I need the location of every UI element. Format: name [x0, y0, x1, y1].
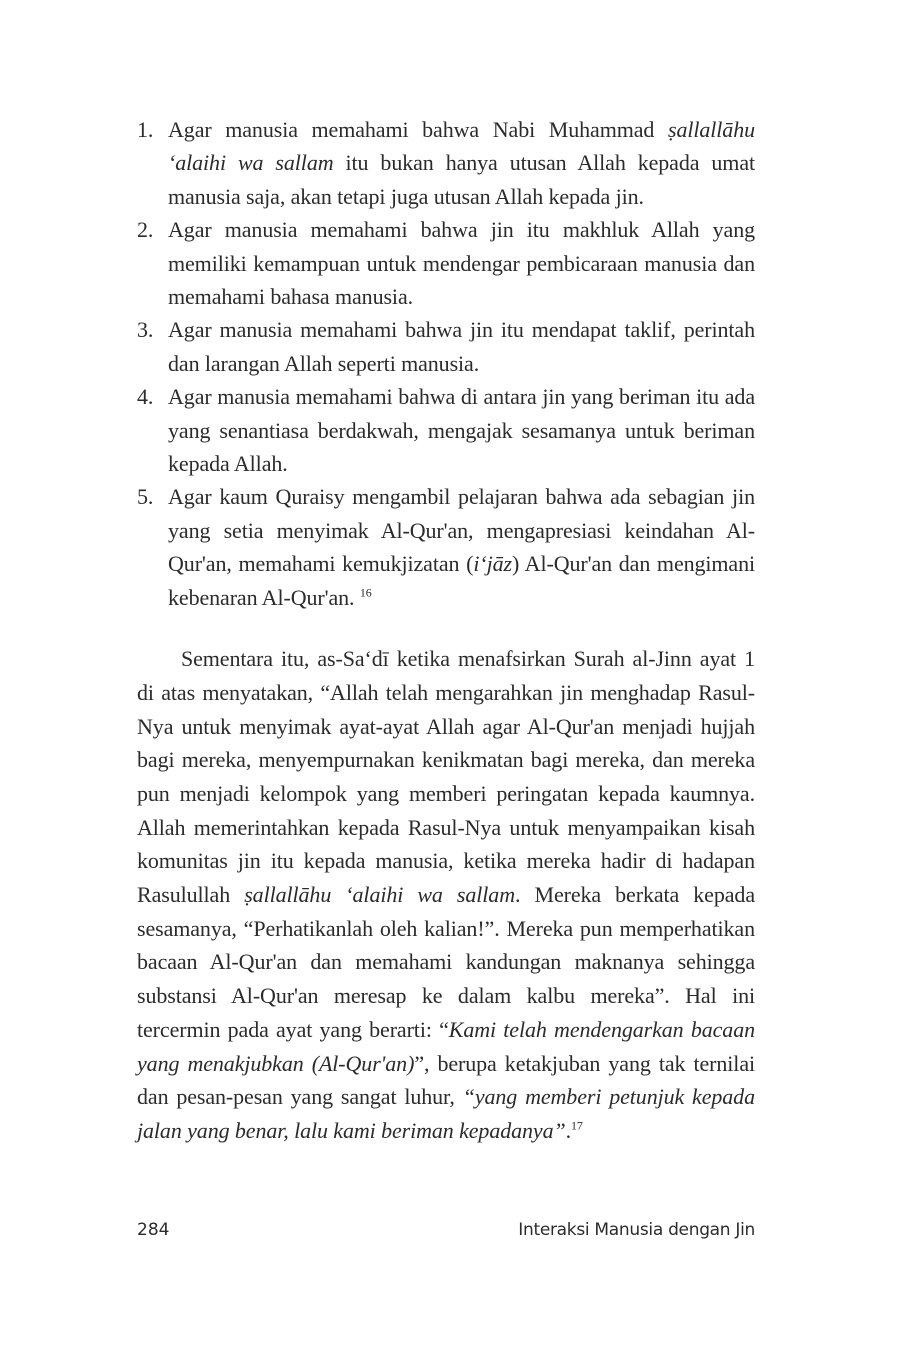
- footnote-marker: 16: [359, 585, 372, 600]
- list-item: [137, 380, 755, 480]
- page-body: [137, 113, 755, 1148]
- list-number: 1.: [137, 117, 154, 142]
- page-footer: [137, 1220, 755, 1248]
- italic-term: i‘jāz: [473, 551, 512, 577]
- numbered-list: [137, 113, 755, 614]
- list-item: [137, 480, 755, 614]
- list-text: Agar manusia memahami bahwa jin itu makhluk Allah yang memiliki kemampuan untuk mendengar pembicaraan manusia dan memahami bahasa manusia.: [168, 217, 755, 310]
- footnote-marker: 17: [571, 1118, 583, 1133]
- list-number: 4.: [137, 384, 154, 410]
- list-item: [137, 113, 755, 213]
- list-text: Agar manusia memahami bahwa di antara jin yang beriman itu ada yang senantiasa berdakwah, mengajak sesamanya untuk beriman kepada Allah.: [168, 384, 755, 477]
- paragraph-text: . Mereka berkata kepada sesamanya, “Perhatikanlah oleh kalian!”. Mereka pun memperhatikan bacaan Al-Qur'an dan memahami kandungan maknanya sehingga substansi Al-Qur'an meresap ke dalam kalbu mereka”. Hal ini tercermin pada ayat yang berarti: “: [137, 882, 755, 1042]
- list-text: Agar kaum Quraisy mengambil pelajaran bahwa ada sebagian jin yang setia menyimak Al-Qur'an, mengapresiasi keindahan Al-Qur'an, memahami kemukjizatan (: [168, 484, 755, 577]
- verse-quote: “yang memberi petunjuk kepada jalan yang benar, lalu kami beriman kepadanya”: [137, 1084, 755, 1143]
- running-title: Interaksi Manusia dengan Jin: [518, 1220, 755, 1240]
- list-number: 3.: [137, 317, 154, 343]
- list-text: Agar manusia memahami bahwa jin itu mendapat taklif, perintah dan larangan Allah seperti manusia.: [168, 317, 755, 376]
- paragraph-text: ”, berupa ketakjuban yang tak ternilai dan pesan-pesan yang sangat luhur,: [137, 1050, 755, 1110]
- honorific-text: ṣallallāhu ‘alaihi wa sallam: [244, 882, 515, 908]
- list-number: 5.: [137, 484, 154, 510]
- honorific-text: ṣallallāhu ‘alaihi wa sallam: [168, 117, 755, 176]
- paragraph-text: .: [565, 1117, 572, 1143]
- list-text: itu bukan hanya utusan Allah kepada umat manusia saja, akan tetapi juga utusan Allah kepada jin.: [168, 150, 755, 209]
- verse-quote: Kami telah mendengarkan bacaan yang menakjubkan (Al-Qur'an): [137, 1016, 755, 1076]
- body-paragraph: [137, 642, 755, 1148]
- list-text: Agar manusia memahami bahwa Nabi Muhammad: [168, 117, 668, 142]
- list-number: 2.: [137, 217, 154, 243]
- page-number: 284: [137, 1220, 170, 1240]
- paragraph-text: Sementara itu, as-Sa‘dī ketika menafsirkan Surah al-Jinn ayat 1 di atas menyatakan, “Allah telah mengarahkan jin menghadap Rasul-Nya untuk menyimak ayat-ayat Allah agar Al-Qur'an menjadi hujjah bagi mereka, menyempurnakan kenikmatan bagi mereka, dan mereka pun menjadi kelompok yang memberi peringatan kepada kaumnya. Allah memerintahkan kepada Rasul-Nya untuk menyampaikan kisah komunitas jin itu kepada manusia, ketika mereka hadir di hadapan Rasulullah: [137, 646, 755, 908]
- list-item: [137, 213, 755, 313]
- list-item: [137, 313, 755, 380]
- list-text: ) Al-Qur'an dan mengimani kebenaran Al-Qur'an.: [168, 551, 756, 610]
